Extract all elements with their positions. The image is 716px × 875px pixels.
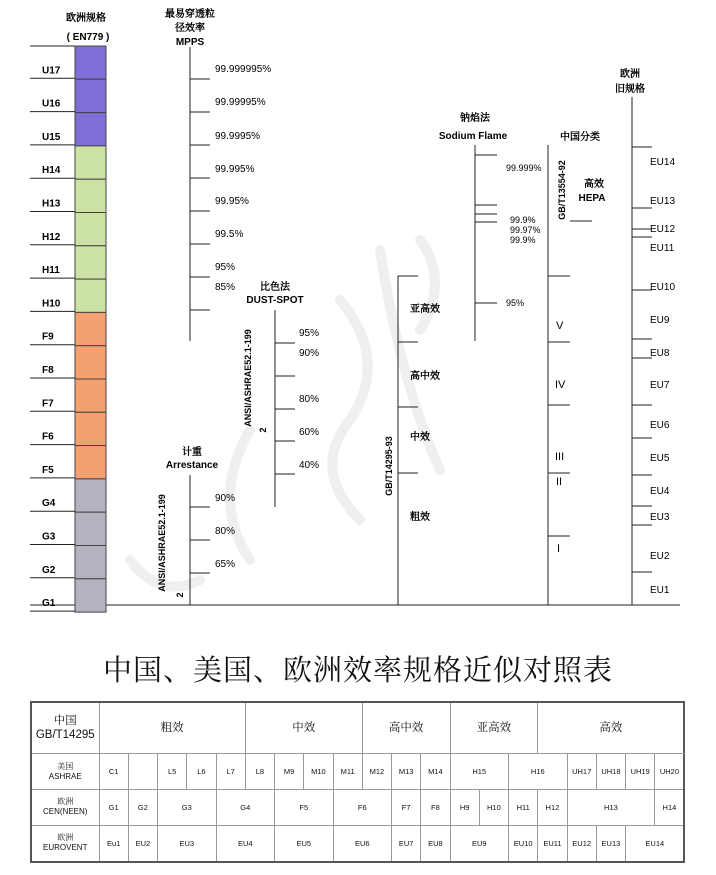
eurovent-old-header	[615, 67, 645, 95]
table-row-cen-cell: G3	[158, 789, 217, 825]
table-row-eurovent-cell: EU4	[216, 825, 275, 862]
en779-band-u15	[75, 113, 106, 146]
eurovent-old-label-eu3: EU3	[650, 512, 670, 523]
sodium-ticks	[475, 155, 497, 303]
table-row-eurovent-cell: EU10	[509, 825, 538, 862]
dust-spot-value: 90%	[299, 348, 320, 359]
table-row-china-cell: 高效	[538, 702, 684, 754]
en779-label-u17: U17	[42, 65, 61, 77]
sodium-value-3: 99.97%	[510, 225, 541, 235]
en779-label-h11: H11	[42, 265, 60, 277]
mpps-value: 99.5%	[215, 229, 244, 240]
china-axis-label: GB/T13554-92	[557, 160, 567, 220]
table-row-eurovent-cell: EU5	[275, 825, 334, 862]
china-ticks	[548, 276, 570, 536]
eurovent-old-label-eu11: EU11	[650, 243, 675, 254]
sodium-value-1: 99.999%	[506, 163, 542, 173]
table-row-cen-cell: F8	[421, 789, 450, 825]
mpps-title-line-3: MPPS	[175, 37, 205, 48]
eurovent-old-label-eu1: EU1	[650, 585, 670, 596]
table-row-cen-cell: H12	[538, 789, 567, 825]
eurovent-old-title-line-2: 旧规格	[615, 84, 645, 95]
table-row-cen-cell: H10	[479, 789, 508, 825]
table-row-ashrae-header: 美国 ASHRAE	[31, 754, 99, 790]
table-row-ashrae-cell: UH18	[596, 754, 625, 790]
table-row-eurovent-cell: EU8	[421, 825, 450, 862]
mpps-header	[165, 7, 215, 48]
sodium-title-line-2: Sodium Flame	[438, 131, 508, 142]
mpps-value: 85%	[215, 282, 236, 293]
page-title: 中国、美国、欧洲效率规格近似对照表	[102, 655, 613, 687]
table-row-cen-cell: H11	[509, 789, 538, 825]
mpps-scale	[190, 64, 271, 310]
dust-spot-value: 40%	[299, 460, 320, 471]
table-row-ashrae-cell: C1	[99, 754, 128, 790]
en779-label-h14: H14	[42, 165, 61, 177]
en779-band-g2	[75, 546, 106, 579]
table-row-ashrae-cell: UH19	[626, 754, 655, 790]
china-title: 中国分类	[560, 132, 600, 143]
dust-spot-axis-label-2: 2	[258, 427, 268, 433]
en779-band-h14	[75, 146, 106, 179]
en779-title: 欧洲规格	[66, 13, 106, 24]
table-row-china	[31, 702, 684, 754]
table-row-eurovent-cell: EU14	[626, 825, 685, 862]
en779-band-h12	[75, 213, 106, 246]
eurovent-old-label-eu10: EU10	[650, 282, 676, 293]
eurovent-old-label-eu13: EU13	[650, 196, 676, 207]
table-row-eurovent-cell: EU9	[450, 825, 509, 862]
en779-band-f6	[75, 412, 106, 445]
sodium-title-line-1: 钠焰法	[460, 113, 490, 124]
sodium-value-2: 99.9%	[510, 215, 536, 225]
eurovent-old-label-eu12: EU12	[650, 224, 676, 235]
comparison-table	[30, 701, 685, 863]
table-row-cen-cell: G4	[216, 789, 275, 825]
eurovent-old-scale	[632, 147, 675, 596]
en779-label-g3: G3	[42, 531, 56, 543]
eurovent-old-label-eu2: EU2	[650, 551, 670, 562]
mpps-value: 99.999995%	[215, 64, 272, 75]
table-row-ashrae-cell: H15	[450, 754, 509, 790]
gb14295-axis-label: GB/T14295-93	[384, 436, 394, 496]
en779-subtitle: ( EN779 )	[66, 32, 110, 43]
gb14295-class-2: 高中效	[410, 371, 440, 382]
en779-band-h11	[75, 246, 106, 279]
eurovent-old-label-eu6: EU6	[650, 420, 670, 431]
arrestance-axis-label-2: 2	[175, 592, 185, 598]
en779-label-f7: F7	[42, 398, 54, 410]
sodium-value-4: 99.9%	[510, 235, 536, 245]
table-row-eurovent-header: 欧洲 EUROVENT	[31, 825, 99, 862]
table-row-cen	[31, 789, 684, 825]
arrestance-value: 80%	[215, 526, 236, 537]
dust-spot-axis-label-1: ANSI/ASHRAE52.1-199	[243, 329, 253, 427]
eurovent-old-title-line-1: 欧洲	[620, 69, 640, 80]
en779-label-g4: G4	[42, 498, 56, 510]
gb14295-class-1: 亚高效	[410, 304, 440, 315]
arrestance-header	[166, 445, 219, 471]
en779-band-g4	[75, 479, 106, 512]
eurovent-old-label-eu14: EU14	[650, 157, 676, 168]
table-row-eurovent-cell: EU6	[333, 825, 392, 862]
table-row-eurovent-cell: EU2	[128, 825, 157, 862]
dust-spot-title-line-1: 比色法	[260, 282, 290, 293]
en779-label-f9: F9	[42, 331, 54, 343]
table-row-ashrae-cell: L5	[158, 754, 187, 790]
en779-band-h13	[75, 179, 106, 212]
table-row-ashrae-cell: UH17	[567, 754, 596, 790]
table-row-china-cell: 中效	[245, 702, 362, 754]
mpps-value: 99.995%	[215, 164, 255, 175]
en779-label-u16: U16	[42, 98, 61, 110]
en779-label-u15: U15	[42, 131, 61, 143]
china-hepa-line-1: 高效	[584, 179, 604, 190]
mpps-value: 95%	[215, 262, 236, 273]
en779-band-h10	[75, 279, 106, 312]
en779-scale	[30, 46, 106, 612]
table-row-ashrae	[31, 754, 684, 790]
china-roman-1: I	[557, 543, 561, 555]
table-row-china-cell: 高中效	[362, 702, 450, 754]
dust-spot-value: 95%	[299, 328, 320, 339]
en779-label-f8: F8	[42, 365, 54, 376]
eurovent-old-label-eu8: EU8	[650, 348, 670, 359]
table-row-ashrae-cell: M13	[392, 754, 421, 790]
mpps-value: 99.9995%	[215, 131, 261, 142]
en779-label-h12: H12	[42, 231, 61, 243]
table-row-eurovent-cell: EU12	[567, 825, 596, 862]
dust-spot-title-line-2: DUST-SPOT	[246, 295, 304, 306]
eurovent-old-label-eu7: EU7	[650, 380, 670, 391]
table-row-ashrae-cell: L7	[216, 754, 245, 790]
en779-band-f5	[75, 446, 106, 479]
table-row-ashrae-cell: H16	[509, 754, 568, 790]
table-row-cen-cell: F7	[392, 789, 421, 825]
table-row-eurovent-cell: EU13	[596, 825, 625, 862]
table-row-cen-cell: G2	[128, 789, 157, 825]
table-row-ashrae-cell: UH20	[655, 754, 684, 790]
table-row-eurovent-cell: EU11	[538, 825, 567, 862]
dust-spot-value: 80%	[299, 394, 320, 405]
mpps-title-line-2: 径效率	[175, 23, 205, 34]
table-row-ashrae-cell: L6	[187, 754, 216, 790]
table-row-cen-header: 欧洲 CEN(NEEN)	[31, 789, 99, 825]
mpps-title-line-1: 最易穿透粒	[165, 9, 215, 20]
table-row-cen-cell: F5	[275, 789, 334, 825]
table-row-eurovent-cell: EU7	[392, 825, 421, 862]
china-roman-4: IV	[555, 379, 566, 391]
en779-band-f7	[75, 379, 106, 412]
en779-label-f6: F6	[42, 431, 54, 443]
table-row-ashrae-cell: L8	[245, 754, 274, 790]
china-hepa-line-2: HEPA	[578, 193, 606, 204]
china-roman-2: II	[556, 476, 563, 488]
dust-spot-value: 60%	[299, 427, 320, 438]
mpps-value: 99.99995%	[215, 97, 266, 108]
en779-label-g1: G1	[42, 598, 56, 610]
en779-label-g2: G2	[42, 564, 56, 576]
table-row-eurovent-cell: Eu1	[99, 825, 128, 862]
en779-band-f8	[75, 346, 106, 379]
gb14295-class-4: 粗效	[410, 512, 430, 523]
en779-band-g1	[75, 579, 106, 612]
en779-band-u17	[75, 46, 106, 79]
en779-label-f5: F5	[42, 464, 54, 476]
table-row-cen-cell: G1	[99, 789, 128, 825]
dust-spot-header	[246, 280, 303, 306]
table-row-ashrae-cell: M12	[362, 754, 391, 790]
table-row-cen-cell: H14	[655, 789, 684, 825]
en779-label-h13: H13	[42, 198, 61, 210]
table-row-china-cell: 亚高效	[450, 702, 538, 754]
china-roman-3: III	[555, 451, 565, 463]
table-row-ashrae-cell: M14	[421, 754, 450, 790]
arrestance-axis-label-1: ANSI/ASHRAE52.1-199	[157, 494, 167, 592]
table-row-ashrae-cell	[128, 754, 157, 790]
arrestance-value: 90%	[215, 493, 236, 504]
eurovent-old-label-eu4: EU4	[650, 486, 670, 497]
en779-band-g3	[75, 512, 106, 545]
table-row-ashrae-cell: M10	[304, 754, 333, 790]
eurovent-old-label-eu5: EU5	[650, 453, 670, 464]
china-roman-5: V	[556, 320, 564, 332]
table-row-eurovent	[31, 825, 684, 862]
en779-band-u16	[75, 79, 106, 112]
table-row-china-cell: 粗效	[99, 702, 245, 754]
table-row-cen-cell: H13	[567, 789, 655, 825]
mpps-value: 99.95%	[215, 196, 249, 207]
arrestance-title-line-2: Arrestance	[165, 460, 219, 471]
dust-spot-scale	[275, 328, 319, 474]
arrestance-title-line-1: 计重	[182, 447, 202, 458]
table-row-ashrae-cell: M9	[275, 754, 304, 790]
gb14295-class-3: 中效	[410, 432, 430, 443]
table-row-eurovent-cell: EU3	[158, 825, 217, 862]
table-row-ashrae-cell: M11	[333, 754, 362, 790]
eurovent-old-label-eu9: EU9	[650, 315, 670, 326]
table-row-cen-cell: H9	[450, 789, 479, 825]
arrestance-value: 65%	[215, 559, 236, 570]
sodium-header	[439, 111, 508, 142]
en779-band-f9	[75, 312, 106, 345]
en779-label-h10: H10	[42, 298, 61, 310]
table-row-cen-cell: F6	[333, 789, 392, 825]
table-row-china-header: 中国 GB/T14295	[31, 702, 99, 754]
sodium-value-5: 95%	[506, 298, 525, 308]
